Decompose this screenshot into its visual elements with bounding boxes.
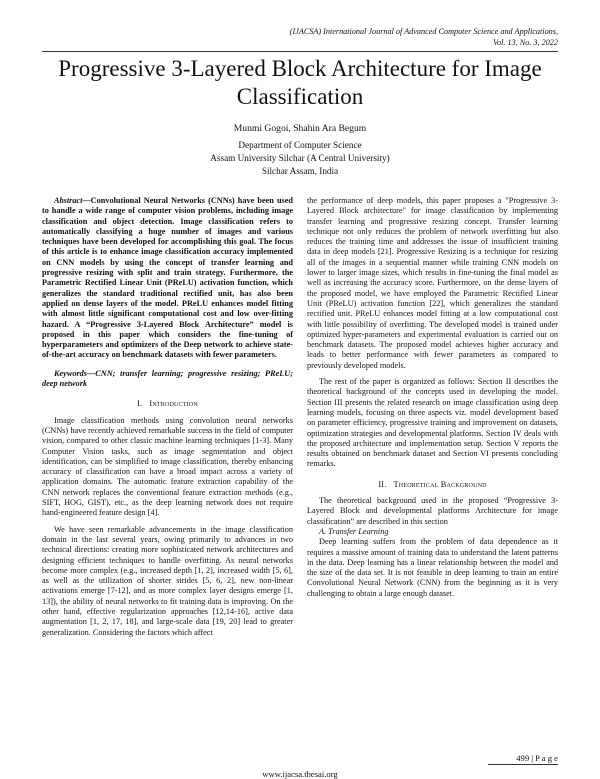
header-rule — [42, 51, 558, 52]
abstract — [42, 196, 293, 361]
intro-paragraph-3: the performance of deep models, this paper proposes a "Progressive 3-Layered Block architecture" for image classification by implementing transfer learning and progressive resizing concept. Transfer learning technique not only reduces the problem of network overfitting but also reduces the training time and addresses the issue of insufficient training data in deep models [21]. Progressive Resizing is a technique for resizing all of the images in a sequential manner while training CNN models on lower to larger image sizes, which results in fine-tuning the final model as well as increasing the accuracy score. Furthermore, on the dense layers of the proposed model, we have employed the Parametric Rectified Linear Unit (PReLU) activation function [22], which generalizes the standard rectified unit. PReLU enhances model fitting at a low computational cost with little possibility of overfitting. The developed model is trained under optimized hyper-parameters and experimental evaluation is carried out on benchmark datasets. The proposed model achieves higher accuracy and leads to better performance with fewer parameters as compared to previously developed models. — [307, 196, 558, 370]
journal-volume: Vol. 13, No. 3, 2022 — [492, 37, 558, 47]
section-heading-background — [307, 480, 558, 490]
right-column — [307, 196, 558, 599]
paper-title: Progressive 3-Layered Block Architecture for Image Classification — [58, 56, 542, 109]
section-number: I. — [137, 399, 143, 409]
background-paragraph-2: Deep learning suffers from the problem of data dependence as it requires a massive amount of training data to understand the latent patterns in the data. Deep learning has a linear relationship between the model and the size of the data set. It is not feasible in deep learning to train an entire Convolutional Neural Network (CNN) from the beginning as it is very challenging to obtain a large enough dataset. — [307, 537, 558, 598]
journal-name: (IJACSA) International Journal of Advanced Computer Science and Applications, — [289, 27, 558, 36]
section-number: II. — [378, 479, 387, 489]
intro-paragraph-4: The rest of the paper is organized as follows: Section II describes the theoretical background of the concepts used in developing the model. Section III presents the related research on image classification using deep learning models, focusing on three aspects viz. model development based on parameter efficiency, progressive training and improvement on datasets, optimization strategies and developmental platforms. Section IV deals with the proposed architecture and implementation setup. Section V reports the results obtained on benchmark dataset and Section VI presents concluding remarks. — [307, 377, 558, 469]
left-column — [42, 196, 293, 638]
affiliation-university: Assam University Silchar (A Central University) — [210, 153, 390, 163]
background-paragraph-1: The theoretical background used in the proposed “Progressive 3-Layered Block and developmental platforms Architecture for image classification” are described in this section — [307, 496, 558, 526]
keywords-text: —CNN; transfer learning; progressive resizing; PReLU; deep network — [42, 368, 293, 389]
keywords-label: Keywords — [54, 368, 87, 378]
journal-header — [158, 27, 558, 48]
page-number-rule — [488, 764, 558, 765]
intro-paragraph-1: Image classification methods using convolution neural networks (CNNs) have recently achieved remarkable success in the field of computer vision, compared to other classic machine learning techniques [1-3]. Many Computer Vision tasks, such as image segmentation and object identification, can be simplified to image classification, thereby enhancing accuracy of classification can have a broad impact across a variety of application domains. The automatic feature extraction capability of the CNN network replaces the conventional feature extraction methods (e.g., SIFT, HOG, GIST), etc., as the deep learning network does not require hand-engineered feature design [4]. — [42, 415, 293, 518]
authors: Munmi Gogoi, Shahin Ara Begum — [233, 123, 367, 134]
intro-paragraph-2: We have seen remarkable advancements in the image classification domain in the last several years, owing primarily to advances in two technical directions: creating more sophisticated network architectures and designing efficient techniques to handle overfitting. As neural networks become more complex (e.g., increased depth [1, 2], increased width [5, 6], as well as the utilization of shorter strides [5, 6, 2], new non-linear activations emerge [7-12], and as more complex layer designs emerge [1, 13]), the ability of neural networks to fit training data is improving. On the other hand, effective regularization approaches [12,14-16], active data augmentation [1, 2, 17, 18], and large-scale data [19, 20] lead to greater generalization. Considering the factors which affect — [42, 524, 293, 637]
keywords — [42, 369, 293, 390]
section-heading-introduction — [42, 399, 293, 409]
affiliation-city: Silchar Assam, India — [261, 166, 339, 176]
page-number: 499 | P a g e — [516, 753, 558, 763]
journal-website: www.ijacsa.thesai.org — [262, 769, 338, 779]
abstract-label: Abstract — [54, 196, 83, 205]
section-title: Theoretical Background — [393, 479, 487, 489]
subsection-heading-transfer-learning: A. Transfer Learning — [319, 526, 389, 536]
abstract-text: —Convolutional Neural Networks (CNNs) have been used to handle a wide range of computer vision problems, including image classification and object detection. Image classification refers to automatically classifying a huge number of images and various techniques have been developed for accomplishing this goal. The focus of this article is to enhance image classification accuracy implemented on CNN models by using the concept of transfer learning and progressive resizing with split and train strategy. Furthermore, the Parametric Rectified Linear Unit (PReLU) activation function, which generalizes the standard traditional rectified unit, has also been applied on dense layers of the model. PReLU enhances model fitting with almost little significant computational cost and low over-fitting hazard. A “Progressive 3-Layered Block Architecture” model is proposed in this paper which considers the fine-tuning of hyperparameters and optimizers of the Deep network to achieve state-of-the-art accuracy on benchmark datasets with fewer parameters. — [42, 196, 293, 360]
section-title: Introduction — [149, 399, 198, 409]
affiliation-dept: Department of Computer Science — [238, 140, 362, 150]
